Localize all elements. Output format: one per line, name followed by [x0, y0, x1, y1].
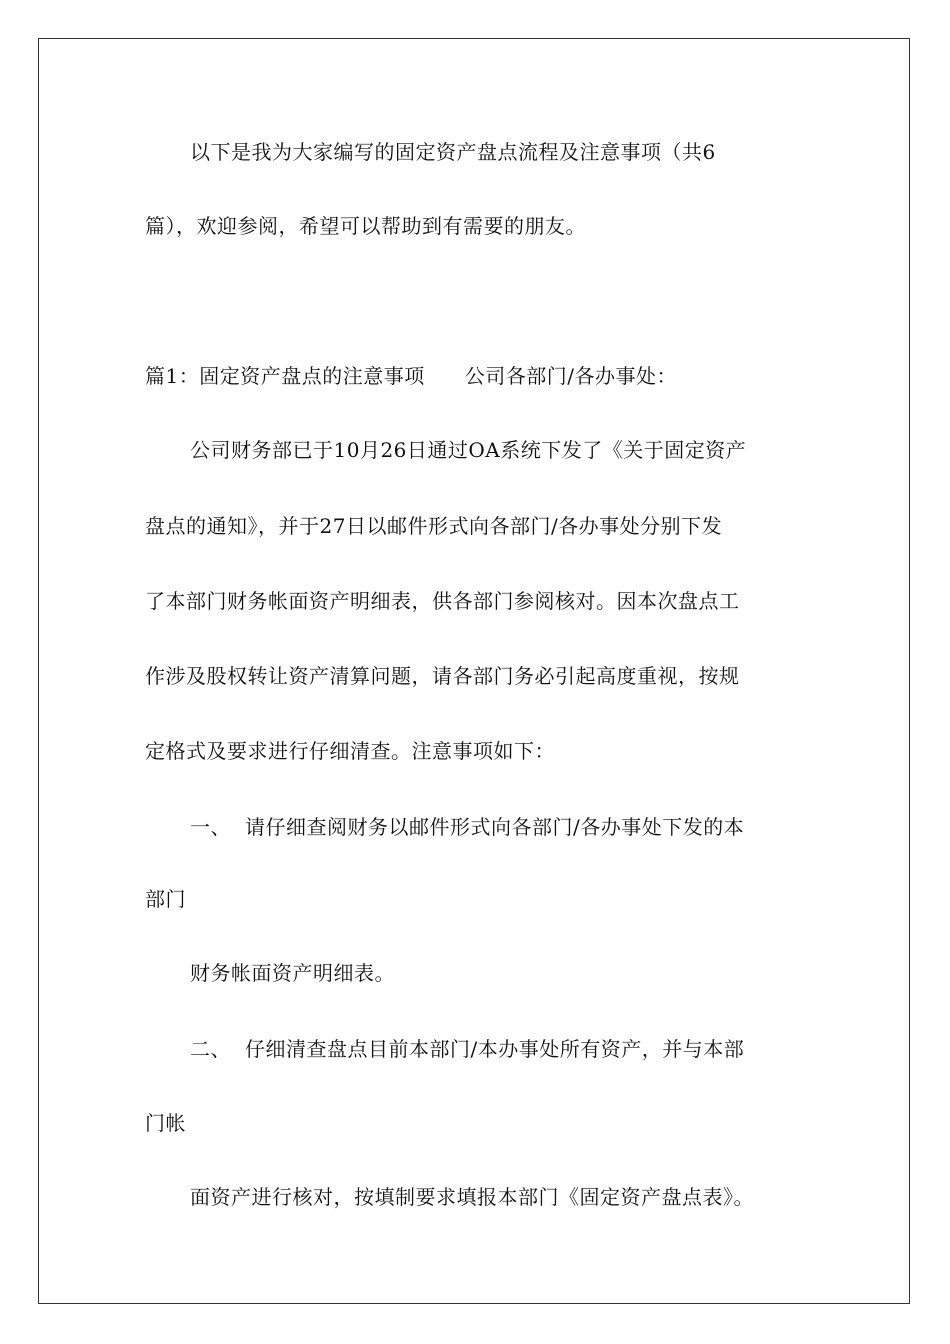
item-2-line-1: [190, 1037, 744, 1061]
section-heading: 篇1：固定资产盘点的注意事项: [145, 364, 425, 388]
item-1-line-2: 部门: [145, 887, 186, 911]
section-heading-line: [145, 364, 677, 388]
intro-line-2: 篇），欢迎参阅，希望可以帮助到有需要的朋友。: [145, 214, 586, 238]
item-2-text: 仔细清查盘点目前本部门/本办事处所有资产，并与本部: [245, 1037, 745, 1061]
body-line-1: 公司财务部已于10月26日通过OA系统下发了《关于固定资产: [190, 438, 747, 462]
body-line-2: 盘点的通知》，并于27日以邮件形式向各部门/各办事处分别下发: [145, 514, 723, 538]
body-line-3: 了本部门财务帐面资产明细表，供各部门参阅核对。因本次盘点工: [145, 589, 740, 613]
item-2-number: 二、: [190, 1037, 231, 1061]
item-1-line-3: 财务帐面资产明细表。: [190, 961, 395, 985]
body-line-4: 作涉及股权转让资产清算问题，请各部门务必引起高度重视，按规: [145, 664, 740, 688]
item-2-line-2: 门帐: [145, 1111, 186, 1135]
intro-line-1: 以下是我为大家编写的固定资产盘点流程及注意事项（共6: [190, 140, 716, 164]
body-line-5: 定格式及要求进行仔细清查。注意事项如下：: [145, 739, 555, 763]
item-1-line-1: [190, 815, 744, 839]
recipient-line: 公司各部门/各办事处：: [464, 364, 677, 388]
item-1-text: 请仔细查阅财务以邮件形式向各部门/各办事处下发的本: [245, 815, 745, 839]
item-2-line-3: 面资产进行核对，按填制要求填报本部门《固定资产盘点表》。: [190, 1185, 754, 1209]
item-1-number: 一、: [190, 815, 231, 839]
